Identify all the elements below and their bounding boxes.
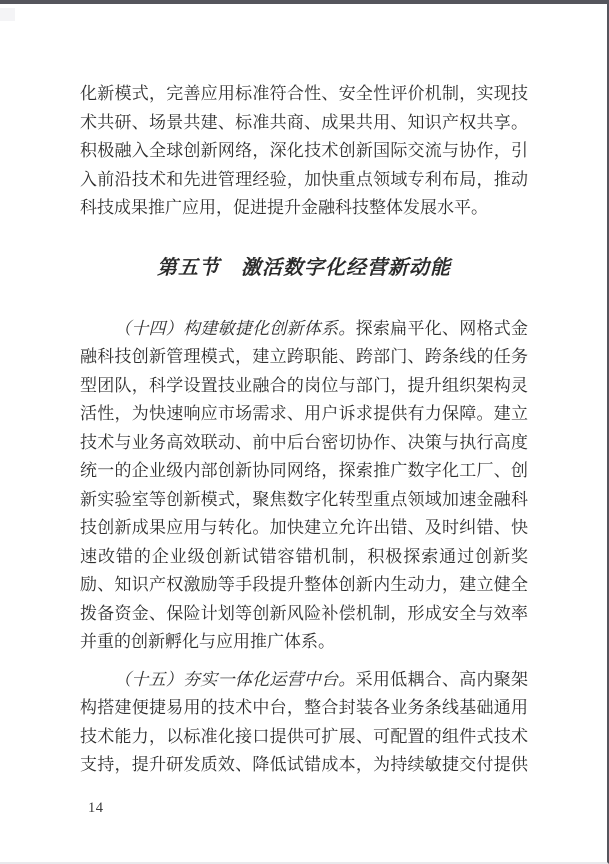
- text-line: 支持，提升研发质效、降低试错成本，为持续敏捷交付提供: [80, 755, 528, 774]
- text-line: 型团队，科学设置技业融合的岗位与部门，提升组织架构灵: [80, 375, 528, 395]
- text-line: 拨备资金、保险计划等创新风险补偿机制，形成安全与效率: [80, 603, 528, 623]
- text-line: 构搭建便捷易用的技术中台，整合封装各业务条线基础通用: [80, 698, 528, 717]
- paragraph-14: [80, 315, 528, 657]
- paragraph-15: [80, 666, 528, 780]
- text-line: 积极融入全球创新网络，深化技术创新国际交流与协作，引: [80, 141, 528, 160]
- section-heading: 第五节 激活数字化经营新动能: [157, 256, 451, 279]
- paragraph-text: 探索扁平化、网格式金: [355, 318, 528, 338]
- text-line: 技术能力，以标准化接口提供可扩展、可配置的组件式技术: [80, 726, 528, 746]
- text-line: 速改错的企业级创新试错容错机制，积极探索通过创新奖: [80, 546, 528, 566]
- text-line: 技创新成果应用与转化。加快建立允许出错、及时纠错、快: [80, 518, 528, 537]
- text-line: 融科技创新管理模式，建立跨职能、跨部门、跨条线的任务: [80, 347, 528, 366]
- text-line: 活性，为快速响应市场需求、用户诉求提供有力保障。建立: [80, 404, 528, 423]
- paragraph-text: 采用低耦合、高内聚架: [355, 669, 528, 689]
- text-line: 并重的创新孵化与应用推广体系。: [80, 632, 335, 651]
- text-line: 统一的企业级内部创新协同网络，探索推广数字化工厂、创: [80, 461, 528, 480]
- text-block: [80, 80, 528, 780]
- text-line: [80, 666, 528, 695]
- paragraph-continuation: [80, 80, 528, 223]
- page-number: 14: [88, 800, 104, 816]
- text-line: 术共研、场景共建、标准共商、成果共用、知识产权共享。: [80, 112, 528, 132]
- text-line: 励、知识产权激励等手段提升整体创新内生动力，建立健全: [80, 575, 528, 594]
- text-line: 入前沿技术和先进管理经验，加快重点领域专利布局，推动: [80, 169, 528, 189]
- text-line: 新实验室等创新模式，聚焦数字化转型重点领域加速金融科: [80, 489, 528, 509]
- scan-corner-artifact: [0, 8, 15, 21]
- text-line: 化新模式，完善应用标准符合性、安全性评价机制，实现技: [80, 84, 528, 103]
- paragraph-lead: （十五）夯实一体化运营中台。: [114, 669, 356, 689]
- text-line: 技术与业务高效联动、前中后台密切协作、决策与执行高度: [80, 432, 528, 452]
- text-line: [80, 315, 528, 344]
- paragraph-lead: （十四）构建敏捷化创新体系。: [114, 318, 356, 338]
- text-line: 科技成果推广应用，促进提升金融科技整体发展水平。: [80, 198, 488, 217]
